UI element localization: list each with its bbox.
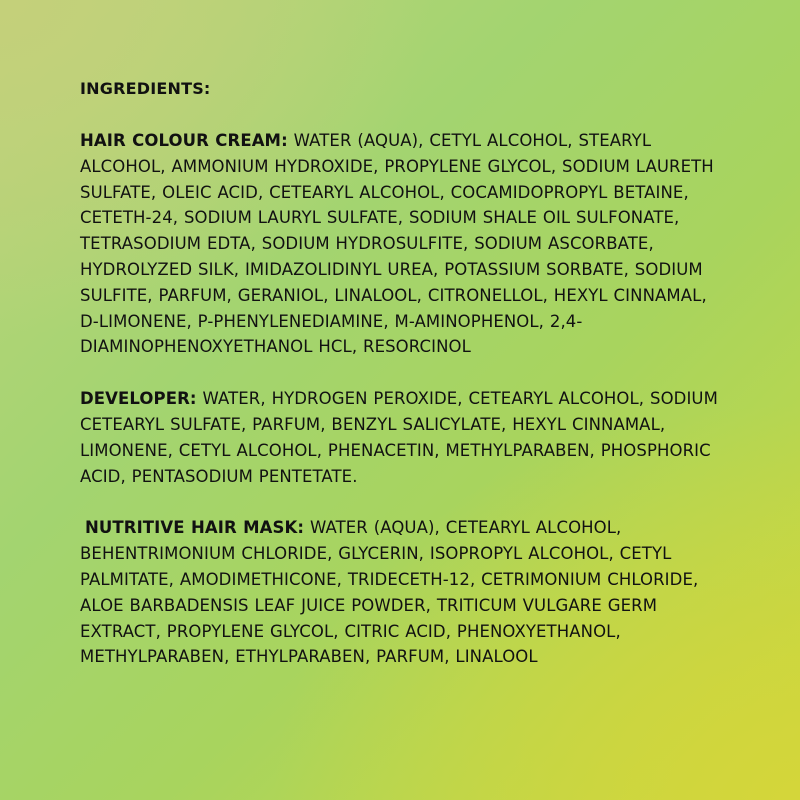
page-title: INGREDIENTS: bbox=[80, 79, 211, 98]
section-text: WATER, HYDROGEN PEROXIDE, CETEARYL ALCOHOL, SODIUM CETEARYL SULFATE, PARFUM, BENZYL SALICYLATE, HEXYL CINNAMAL, LIMONENE, CETYL ALCOHOL, PHENACETIN, METHYLPARABEN, PHOSPHORIC ACID, PENTASODIUM PENTETATE. bbox=[80, 389, 718, 486]
section-text: WATER (AQUA), CETYL ALCOHOL, STEARYL ALCOHOL, AMMONIUM HYDROXIDE, PROPYLENE GLYCOL, SODIUM LAURETH SULFATE, OLEIC ACID, CETEARYL ALCOHOL, COCAMIDOPROPYL BETAINE, CETETH-24, SODIUM LAURYL SULFATE, SODIUM SHALE OIL SULFONATE, TETRASODIUM EDTA, SODIUM HYDROSULFITE, SODIUM ASCORBATE, HYDROLYZED SILK, IMIDAZOLIDINYL UREA, POTASSIUM SORBATE, SODIUM SULFITE, PARFUM, GERANIOL, LINALOOL, CITRONELLOL, HEXYL CINNAMAL, D-LIMONENE, P-PHENYLENEDIAMINE, M-AMINOPHENOL, 2,4-DIAMINOPHENOXYETHANOL HCL, RESORCINOL bbox=[80, 131, 714, 357]
ingredients-panel bbox=[80, 76, 720, 696]
section-label: NUTRITIVE HAIR MASK: bbox=[85, 518, 305, 538]
section-developer bbox=[80, 386, 720, 489]
section-label: DEVELOPER: bbox=[80, 389, 197, 409]
section-text: WATER (AQUA), CETEARYL ALCOHOL, BEHENTRIMONIUM CHLORIDE, GLYCERIN, ISOPROPYL ALCOHOL, CETYL PALMITATE, AMODIMETHICONE, TRIDECETH-12, CETRIMONIUM CHLORIDE, ALOE BARBADENSIS LEAF JUICE POWDER, TRITICUM VULGARE GERM EXTRACT, PROPYLENE GLYCOL, CITRIC ACID, PHENOXYETHANOL, METHYLPARABEN, ETHYLPARABEN, PARFUM, LINALOOL bbox=[80, 518, 699, 667]
section-label: HAIR COLOUR CREAM: bbox=[80, 131, 288, 150]
section-hair-colour-cream bbox=[80, 128, 720, 360]
section-nutritive-hair-mask bbox=[80, 515, 720, 670]
